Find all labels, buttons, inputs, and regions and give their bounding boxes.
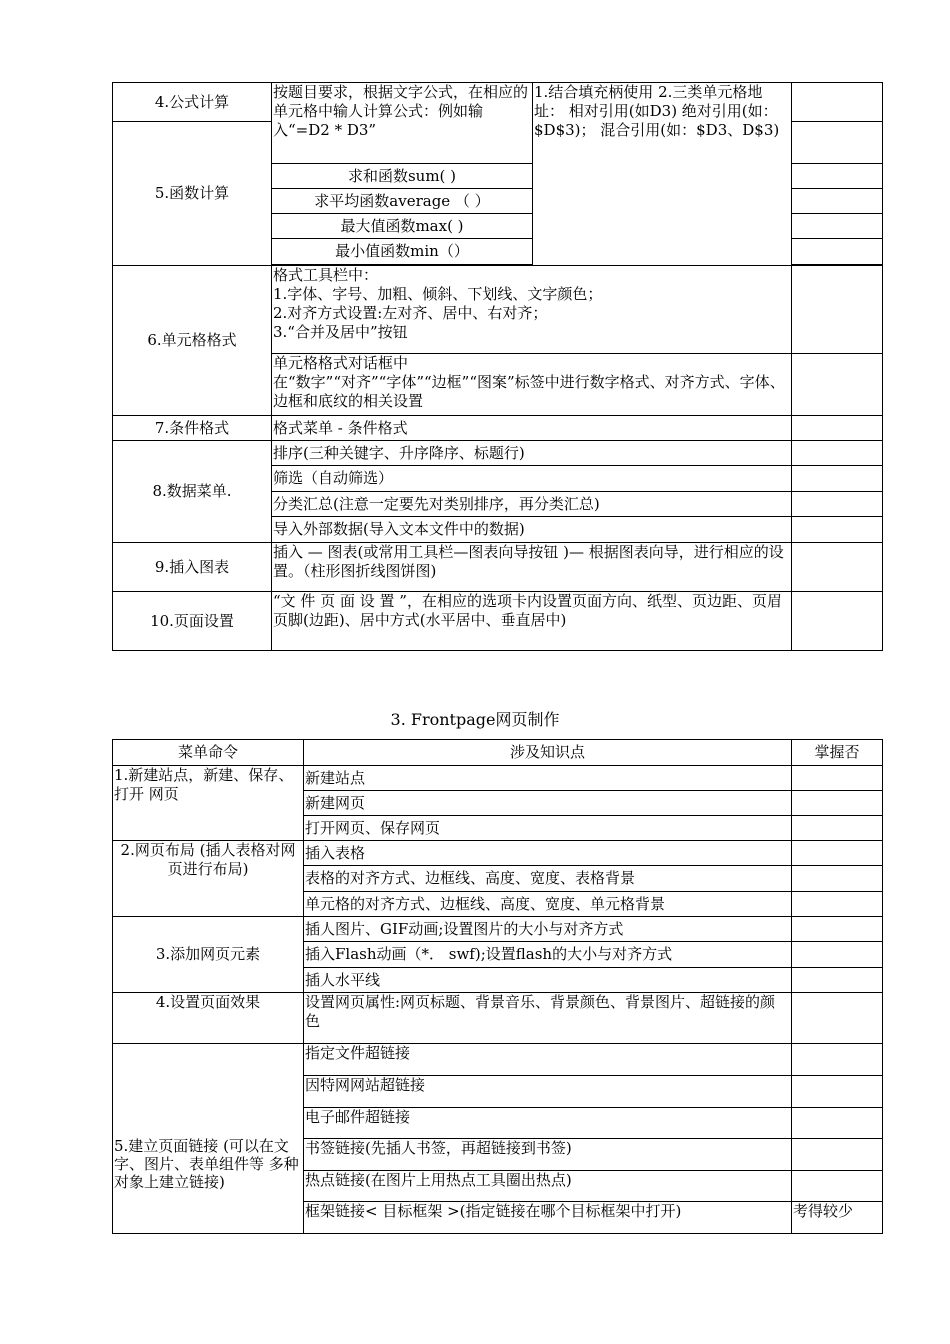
format-line: 2.对齐方式设置:左对齐、居中、右对齐； [273,304,548,322]
formula-desc-cell: 按题目要求，根据文字公式，在相应的单元格中输人计算公式：例如输入“=D2 * D3” [272,83,533,164]
format-toolbar-cell [272,266,792,354]
desc-cell: 分类汇总(注意一定要先对类别排序，再分类汇总) [272,492,792,517]
desc-cell: 导入外部数据(导入文本文件中的数据) [272,517,792,543]
mastery-cell [792,766,883,791]
mastery-cell [792,942,883,968]
format-line: 在“数字”“对齐”“字体”“边框”“图案”标签中进行数字格式、对齐方式、字体、 边框和底纹的相关设置 [273,373,785,410]
format-line: 格式工具栏中： [273,266,379,284]
mastery-cell [792,968,883,993]
mastery-cell [792,266,883,354]
format-line: 1.字体、字号、加粗、倾斜、下划线、文字颜色； [273,285,603,303]
knowledge-cell: 新建站点 [304,766,792,791]
knowledge-cell: 书签链接(先插人书签，再超链接到书签) [304,1139,792,1171]
knowledge-cell: 单元格的对齐方式、边框线、高度、宽度、单元格背景 [304,892,792,917]
knowledge-cell: 插人图片、GIF动画;设置图片的大小与对齐方式 [304,917,792,942]
category-cell: 4.设置页面效果 [113,993,304,1044]
mastery-cell [792,791,883,816]
desc-cell: 筛选（自动筛选） [272,466,792,492]
format-line: 单元格格式对话框中 [273,354,409,372]
desc-cell: 排序(三种关键字、升序降序、标题行) [272,441,792,466]
mastery-cell [792,354,883,416]
mastery-cell [792,466,883,492]
category-cell: 6.单元格格式 [113,266,272,416]
category-cell: 7.条件格式 [113,416,272,441]
mastery-cell [792,1044,883,1076]
function-cell: 最小值函数min（） [272,239,533,265]
category-cell: 3.添加网页元素 [113,917,304,993]
category-cell: 5.函数计算 [113,122,272,266]
mastery-cell [792,1108,883,1139]
category-cell: 4.公式计算 [113,83,272,122]
category-label: 5.建立页面链接 (可以在文字、图片、表单组件等 多种对象上建立链接) [114,1136,299,1191]
mastery-cell [792,1171,883,1202]
format-dialog-cell [272,354,792,416]
format-line: 3.“合并及居中”按钮 [273,323,408,341]
knowledge-cell: 设置网页属性:网页标题、背景音乐、背景颜色、背景图片、超链接的颜色 [304,993,792,1044]
header-cell: 涉及知识点 [304,740,792,766]
category-cell: 2.网页布局 (插人表格对网页进行布局) [113,841,304,917]
knowledge-cell: 因特网网站超链接 [304,1076,792,1108]
knowledge-cell: 指定文件超链接 [304,1044,792,1076]
mastery-cell [792,1076,883,1108]
mastery-cell [792,164,883,189]
mastery-cell [792,83,883,122]
mastery-cell [792,239,883,265]
mastery-cell [792,416,883,441]
category-cell: 9.插入图表 [113,543,272,592]
mastery-cell [792,122,883,164]
knowledge-cell: 打开网页、保存网页 [304,816,792,841]
function-cell: 最大值函数max( ) [272,214,533,239]
header-cell: 掌握否 [792,740,883,766]
mastery-cell [792,189,883,214]
category-cell: 8.数据菜单. [113,441,272,543]
frontpage-knowledge-table [112,739,883,1234]
mastery-cell [792,866,883,892]
mastery-cell [792,816,883,841]
knowledge-cell: 插入Flash动画（*． swf);设置flash的大小与对齐方式 [304,942,792,968]
category-cell [113,1044,304,1234]
desc-cell: “文 件 页 面 设 置 ”，在相应的选项卡内设置页面方向、纸型、页边距、页眉 页脚(边距)、居中方式(水平居中、垂直居中) [272,592,792,651]
knowledge-cell: 新建网页 [304,791,792,816]
mastery-cell [792,892,883,917]
mastery-cell [792,592,883,651]
mastery-cell [792,214,883,239]
excel-knowledge-table [112,82,883,651]
mastery-cell [792,517,883,543]
knowledge-cell: 热点链接(在图片上用热点工具圈出热点) [304,1171,792,1202]
header-cell: 菜单命令 [113,740,304,766]
mastery-cell [792,993,883,1044]
knowledge-cell: 插人水平线 [304,968,792,993]
knowledge-cell: 表格的对齐方式、边框线、高度、宽度、表格背景 [304,866,792,892]
mastery-cell: 考得较少 [792,1202,883,1234]
mastery-cell [792,543,883,592]
knowledge-cell: 框架链接< 目标框架 >(指定链接在哪个目标框架中打开) [304,1202,792,1234]
desc-cell: 格式菜单 - 条件格式 [272,416,792,441]
desc-cell: 插入 — 图表(或常用工具栏—图表向导按钮 )— 根据图表向导，进行相应的设置。（柱形图折线图饼图) [272,543,792,592]
section-heading: 3. Frontpage网页制作 [390,710,560,729]
mastery-cell [792,917,883,942]
knowledge-cell: 电子邮件超链接 [304,1108,792,1139]
mastery-cell [792,492,883,517]
formula-note-cell: 1.结合填充柄使用 2.三类单元格地址： 相对引用(如D3) 绝对引用(如：$D$3)； 混合引用(如：$D3、D$3) [533,83,792,266]
mastery-cell [792,441,883,466]
function-cell: 求平均函数average （ ） [272,189,533,214]
knowledge-cell: 插入表格 [304,841,792,866]
mastery-cell [792,1139,883,1171]
mastery-cell [792,841,883,866]
category-cell: 10.页面设置 [113,592,272,651]
category-cell: 1.新建站点，新建、保存、打开 网页 [113,766,304,841]
function-cell: 求和函数sum( ) [272,164,533,189]
